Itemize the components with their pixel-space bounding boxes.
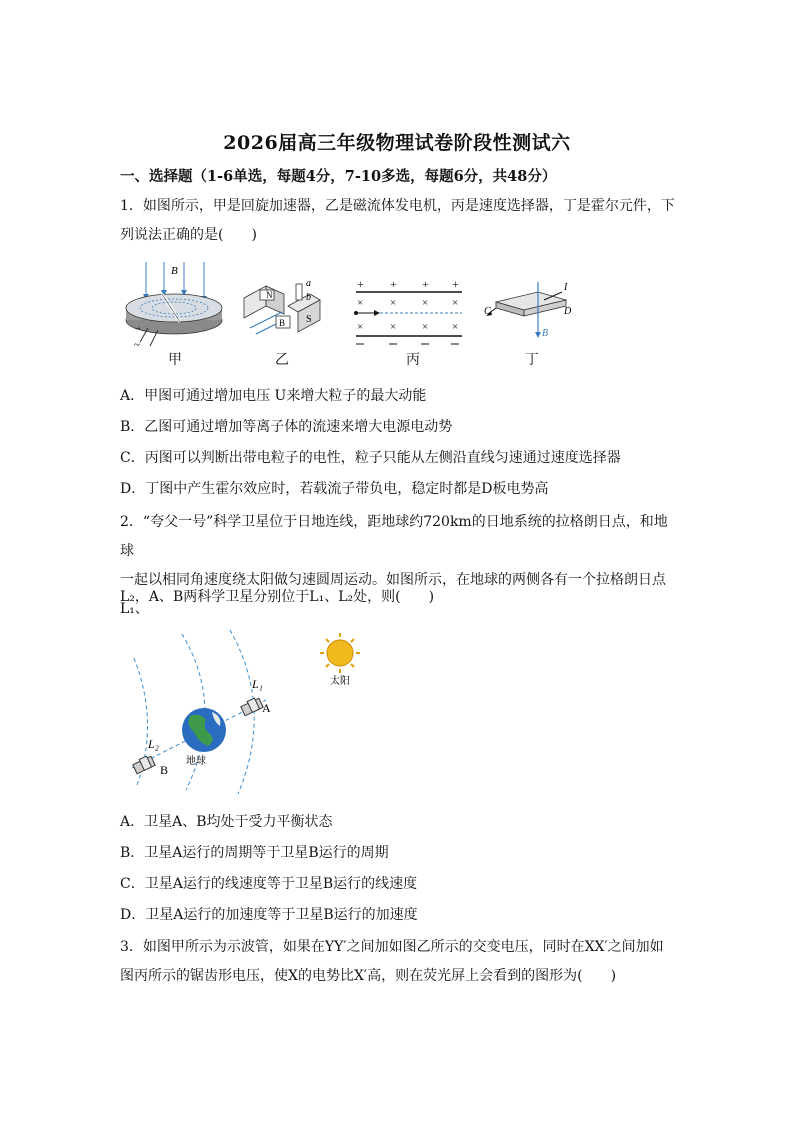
hall-element-figure bbox=[482, 278, 582, 344]
svg-text:+: + bbox=[357, 278, 364, 291]
satellite-b-icon bbox=[133, 756, 155, 774]
question-2-text bbox=[120, 508, 680, 624]
l2-label: L₂ bbox=[148, 737, 159, 751]
terminal-b-label: b bbox=[306, 292, 311, 303]
svg-text:×: × bbox=[422, 321, 429, 333]
sun-icon bbox=[320, 633, 360, 673]
question-1-text bbox=[120, 192, 680, 250]
b-field-label: B bbox=[171, 265, 178, 277]
satellite-b-label: B bbox=[160, 763, 169, 777]
cyclotron-figure bbox=[118, 258, 230, 350]
q2-option-b: B．卫星A运行的周期等于卫星B运行的周期 bbox=[120, 845, 389, 861]
question-2-line2: 一起以相同角速度绕太阳做匀速圆周运动。如图所示，在地球的两侧各有一个拉格朗日点L₁、 bbox=[120, 572, 666, 617]
svg-text:×: × bbox=[357, 321, 364, 333]
svg-text:×: × bbox=[390, 321, 397, 333]
svg-text:×: × bbox=[452, 297, 459, 309]
earth-label: 地球 bbox=[186, 756, 206, 767]
lagrange-figure bbox=[120, 628, 380, 794]
ac-symbol: ~ bbox=[134, 339, 140, 350]
earth-icon bbox=[182, 708, 226, 752]
q2-option-c: C．卫星A运行的线速度等于卫星B运行的线速度 bbox=[120, 876, 418, 892]
svg-text:×: × bbox=[422, 297, 429, 309]
terminal-a-label: a bbox=[306, 278, 311, 289]
section-heading: 一、选择题（1-6单选，每题4分，7-10多选，每题6分，共48分） bbox=[120, 168, 557, 185]
s-pole-label: S bbox=[306, 314, 312, 325]
q2-option-a: A．卫星A、B均处于受力平衡状态 bbox=[120, 814, 333, 830]
question-3-text bbox=[120, 933, 680, 991]
figure-caption-bing: 丙 bbox=[406, 352, 420, 368]
svg-text:+: + bbox=[422, 278, 429, 291]
svg-text:+: + bbox=[452, 278, 459, 291]
figure-caption-yi: 乙 bbox=[275, 352, 289, 368]
svg-text:×: × bbox=[357, 297, 364, 309]
figure-caption-jia: 甲 bbox=[168, 352, 182, 368]
question-2-line3: L₂，A、B两科学卫星分别位于L₁、L₂处，则( ) bbox=[120, 589, 435, 605]
svg-text:×: × bbox=[390, 297, 397, 309]
question-2-line1: 2．“夸父一号”科学卫星位于日地连线，距地球约720km的日地系统的拉格朗日点，和地球 bbox=[120, 514, 668, 559]
question-3-line1: 3．如图甲所示为示波管，如果在YY′之间加如图乙所示的交变电压，同时在XX′之间加如 bbox=[120, 939, 664, 955]
q1-option-d: D．丁图中产生霍尔效应时，若载流子带负电，稳定时都是D板电势高 bbox=[120, 481, 549, 497]
satellite-a-icon bbox=[241, 698, 263, 716]
page-title: 2026届高三年级物理试卷阶段性测试六 bbox=[223, 132, 571, 154]
svg-text:→: → bbox=[132, 322, 142, 333]
b-plate-label: B bbox=[279, 318, 286, 328]
l1-label: L₁ bbox=[252, 677, 263, 691]
svg-text:+: + bbox=[390, 278, 397, 291]
n-pole-label: N bbox=[266, 290, 273, 300]
hall-b-label: B bbox=[542, 328, 549, 339]
question-3-line2: 图丙所示的锯齿形电压，使X的电势比X′高，则在荧光屏上会看到的图形为( ) bbox=[120, 968, 617, 984]
svg-text:×: × bbox=[452, 321, 459, 333]
question-1-line2: 列说法正确的是( ) bbox=[120, 227, 257, 243]
plate-c-label: C bbox=[484, 306, 491, 317]
q1-option-a: A．甲图可通过增加电压 U来增大粒子的最大动能 bbox=[120, 388, 427, 404]
q1-option-b: B．乙图可通过增加等离子体的流速来增大电源电动势 bbox=[120, 419, 453, 435]
question-1-line1: 1．如图所示，甲是回旋加速器，乙是磁流体发电机，丙是速度选择器，丁是霍尔元件，下 bbox=[120, 198, 675, 214]
plate-d-label: D bbox=[564, 306, 572, 317]
satellite-a-label: A bbox=[262, 701, 271, 715]
sun-label: 太阳 bbox=[330, 676, 350, 687]
mhd-generator-figure bbox=[236, 276, 336, 350]
q1-option-c: C．丙图可以判断出带电粒子的电性，粒子只能从左侧沿直线匀速通过速度选择器 bbox=[120, 450, 621, 466]
q2-option-d: D．卫星A运行的加速度等于卫星B运行的加速度 bbox=[120, 907, 418, 923]
figure-caption-ding: 丁 bbox=[525, 352, 539, 368]
current-i-label: I bbox=[564, 282, 568, 293]
velocity-selector-figure bbox=[352, 278, 464, 348]
